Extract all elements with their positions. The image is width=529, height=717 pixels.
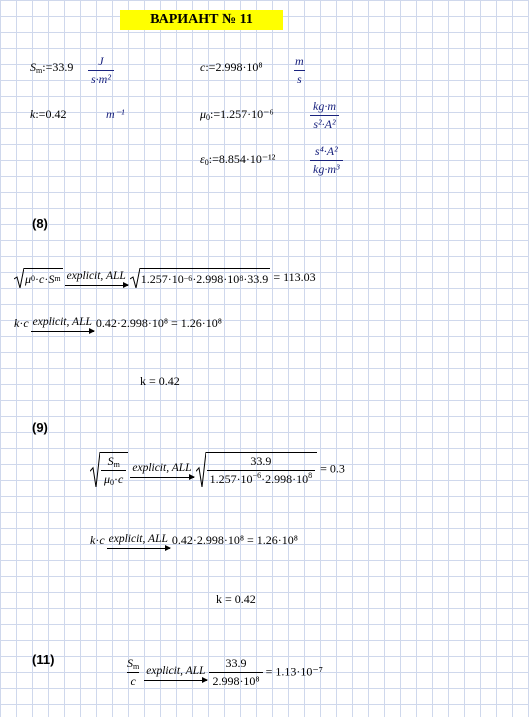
expr-9-kc: k·c explicit, ALL 0.42·2.998·10⁸ = 1.26·10⁸ bbox=[90, 533, 298, 549]
expr-9-sqrt: $\frac{S_m}{\mu_0\cdot c}$ explicit, ALL $\frac{33.9}{1.257\cdot 10^{-6}\cdot 2.998\cdot 10^8}$ = 0.3 bbox=[90, 452, 345, 487]
k-definition: k:=0.42 bbox=[30, 107, 67, 121]
sqrt-symbol: μ 0 · c · S m bbox=[14, 268, 63, 288]
section-label-9: (9) bbox=[32, 420, 48, 435]
expr-8-sqrt: μ 0 · c · S m explicit, ALL 1.257·10 −6 ·2.998·10 8 ·33.9 = 113.03 bbox=[14, 268, 316, 288]
symbolic-arrow: explicit, ALL bbox=[31, 316, 94, 332]
mu0-value: 1.257·10⁻⁶ bbox=[220, 107, 274, 121]
symbolic-arrow: explicit, ALL bbox=[144, 665, 207, 681]
sm-definition: $S_m:=33.9$ bbox=[30, 60, 74, 75]
c-definition: c:=2.998·10⁸ bbox=[200, 60, 263, 74]
k-unit: m⁻¹ bbox=[106, 107, 125, 121]
k-value: 0.42 bbox=[45, 107, 67, 121]
expr-11: $\frac{S_m}{c}$ explicit, ALL $\frac{33.9}{\text{2.998·10⁸}}$ = 1.13·10⁻⁷ bbox=[127, 656, 323, 688]
result-11: 1.13·10⁻⁷ bbox=[275, 664, 323, 679]
kc-result-9: 0.42·2.998·10⁸ = 1.26·10⁸ bbox=[171, 533, 298, 547]
eps0-definition: $\varepsilon_0:=8.854\cdot 10^{-12}$ bbox=[200, 152, 276, 167]
eps0-value: 8.854·10⁻¹² bbox=[218, 152, 276, 166]
eps0-unit: $\frac{\text{s⁴·A²}}{\text{kg·m³}}$ bbox=[310, 144, 343, 177]
result-9: 0.3 bbox=[329, 461, 345, 476]
expr-8-kc: k·c explicit, ALL 0.42·2.998·10⁸ = 1.26·10⁸ bbox=[14, 316, 222, 332]
c-value: 2.998·10⁸ bbox=[215, 60, 263, 74]
sm-unit: $\frac{J}{\text{s·m²}}$ bbox=[88, 54, 114, 87]
symbolic-arrow: explicit, ALL bbox=[65, 270, 128, 286]
section-label-11: (11) bbox=[32, 652, 55, 667]
variant-title: ВАРИАНТ № 11 bbox=[120, 10, 283, 30]
k-eval-8: k = 0.42 bbox=[140, 374, 180, 388]
sm-value: 33.9 bbox=[52, 60, 74, 74]
result-8: 113.03 bbox=[283, 269, 316, 284]
symbolic-arrow: explicit, ALL bbox=[130, 462, 193, 478]
symbolic-arrow: explicit, ALL bbox=[107, 533, 170, 549]
c-unit: $\frac{m}{s}$ bbox=[295, 54, 304, 86]
mu0-definition: $\mu_0:=1.257\cdot 10^{-6}$ bbox=[200, 107, 274, 122]
kc-result-8: 0.42·2.998·10⁸ = 1.26·10⁸ bbox=[95, 316, 222, 330]
k-eval-9: k = 0.42 bbox=[216, 592, 256, 606]
section-label-8: (8) bbox=[32, 216, 48, 231]
mu0-unit: $\frac{kg\cdot m}{\text{s²·A²}}$ bbox=[310, 99, 339, 132]
